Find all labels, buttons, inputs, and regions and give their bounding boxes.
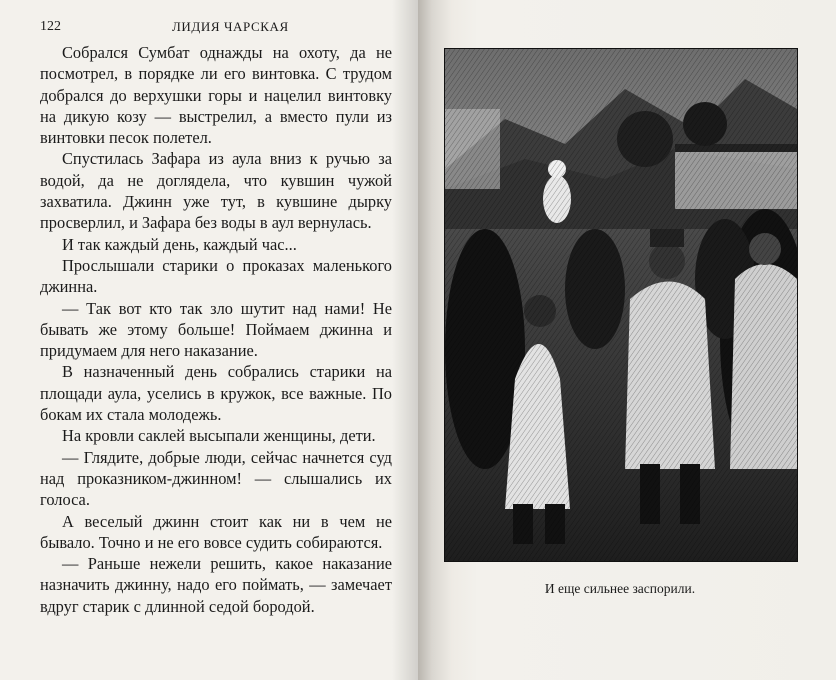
engraving-illustration — [445, 49, 797, 561]
illustration — [444, 48, 798, 562]
paragraph: В назначенный день собрались старики на площади аула, уселись в кружок, все важные. По бокам их стала молодежь. — [40, 362, 392, 425]
paragraph: Спустилась Зафара из аула вниз к ручью за водой, да не доглядела, что кувшин чужой захватила. Джинн уже тут, в кувшине дырку просверлил, и Зафара без воды в аул вернулась. — [40, 149, 392, 233]
paragraph: И так каждый день, каждый час... — [62, 234, 297, 254]
paragraph: — Так вот кто так зло шутит над нами! Не бывать же этому больше! Поймаем джинна и придумаем для него наказание. — [40, 298, 392, 361]
paragraph: Собрался Сумбат однажды на охоту, да не посмотрел, в порядке ли его винтовка. С трудом добрался до верхушки горы и нацелил винтовку на дикую козу — выстрелил, а вместо пули из винтовки песок полетел. — [40, 43, 392, 148]
paragraph: На кровли саклей высыпали женщины, дети. — [62, 426, 376, 446]
paragraph: — Раньше нежели решить, какое наказание назначить джинну, надо его поймать, — замечает вдруг старик с длинной седой бородой. — [40, 554, 392, 616]
page-number: 122 — [40, 19, 61, 34]
body-text — [40, 42, 392, 617]
illustration-caption: И еще сильнее заспорили. — [544, 581, 696, 596]
running-head: ЛИДИЯ ЧАРСКАЯ — [172, 19, 289, 34]
right-page — [418, 0, 836, 680]
paragraph: А веселый джинн стоит как ни в чем не бывало. Точно и не его вовсе судить собираются. — [40, 511, 392, 552]
paragraph: Прослышали старики о проказах маленького джинна. — [40, 255, 392, 297]
paragraph: — Глядите, добрые люди, сейчас начнется суд над проказником-джинном! — слышались их голоса. — [40, 447, 392, 510]
